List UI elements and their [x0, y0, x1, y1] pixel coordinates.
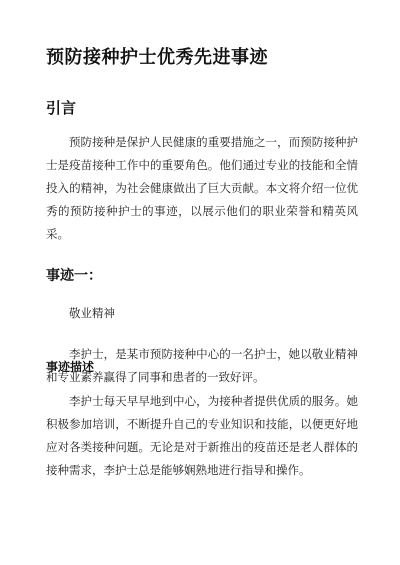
subsection-heading: 事迹描述: [46, 360, 95, 374]
intro-paragraph: 预防接种是保护人民健康的重要措施之一，而预防接种护士是疫苗接种工作中的重要角色。他们通过专业的技能和全情投入的精神，为社会健康做出了巨大贡献。本文将介绍一位优秀的预防接种护士的事迹，以展示他们的职业荣誉和精英风采。: [46, 135, 358, 241]
section1-paragraph: 李护士，是某市预防接种中心的一名护士，她以敬业精神和专业素养赢得了同事和患者的一致好评。: [46, 347, 358, 384]
subsection-paragraph: 李护士每天早早地到中心，为接种者提供优质的服务。她积极参加培训，不断提升自己的专业知识和技能，以便更好地应对各类接种问题。无论是对于新推出的疫苗还是老人群体的接种需求，李护士总是能够娴熟地进行指导和操作。: [46, 394, 358, 477]
section1-heading: 事迹一：: [46, 268, 102, 284]
intro-heading: 引言: [46, 99, 77, 117]
section1-subtitle: 敬业精神: [69, 306, 115, 320]
page-title: 预防接种护士优秀先进事迹: [46, 47, 268, 68]
